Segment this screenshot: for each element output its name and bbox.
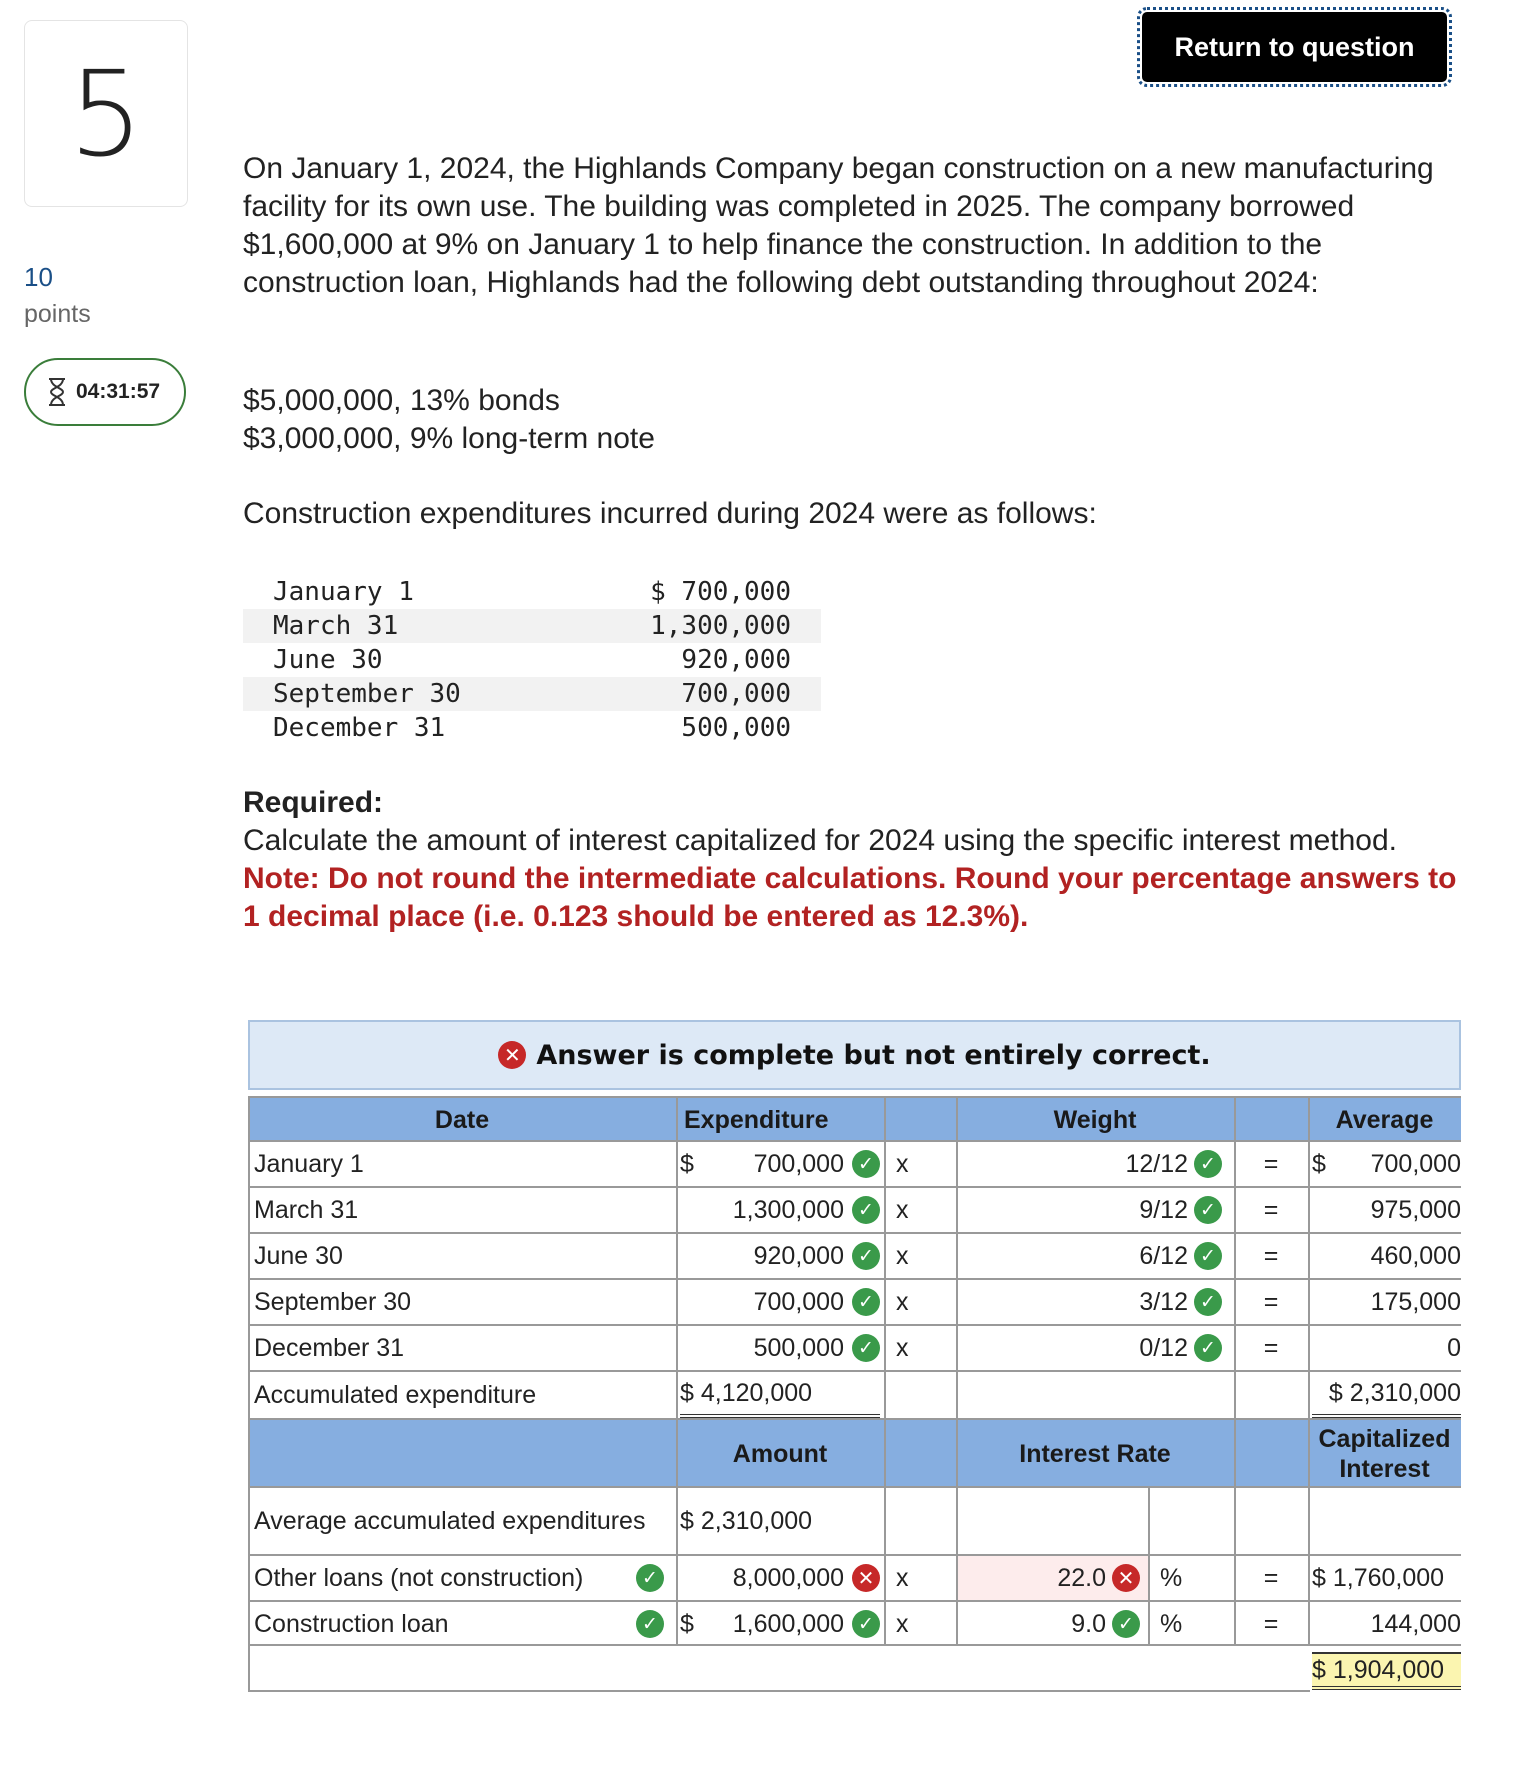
exp-amount: 500,000 xyxy=(681,713,791,743)
table-row xyxy=(243,643,821,677)
required-label: Required: xyxy=(243,786,384,819)
table-row xyxy=(243,677,821,711)
check-icon: ✓ xyxy=(1194,1150,1222,1178)
exp-date: March 31 xyxy=(243,609,562,643)
dollar-sign xyxy=(680,1280,700,1324)
expenditure-value: 1,300,000 xyxy=(732,1195,844,1224)
header2-blank xyxy=(884,1420,956,1488)
expenditure-value: 700,000 xyxy=(753,1287,844,1316)
rounding-note: Note: Do not round the intermediate calculations. Round your percentage answers to 1 decimal place (i.e. 0.123 should be entered as 12.3%). xyxy=(243,862,1457,933)
incorrect-icon: ✕ xyxy=(1112,1564,1140,1592)
table-row xyxy=(243,711,821,745)
row-average: 460,000 xyxy=(1370,1241,1461,1270)
table-row xyxy=(243,609,821,643)
required-section xyxy=(243,784,1458,936)
exp-date: June 30 xyxy=(273,645,383,675)
other-loans-check xyxy=(636,1556,672,1600)
dollar-sign: $ xyxy=(680,1149,694,1178)
answer-grid xyxy=(248,1020,1463,1690)
incorrect-icon: ✕ xyxy=(852,1564,880,1592)
percent-sign: % xyxy=(1160,1609,1183,1638)
header-amount: Amount xyxy=(676,1420,884,1488)
avg-accum-amount: $ 2,310,000 xyxy=(680,1506,813,1535)
dollar-sign xyxy=(1312,1280,1332,1324)
times-sign: x xyxy=(896,1287,909,1316)
grid-line xyxy=(248,1690,1310,1692)
expenditures-intro: Construction expenditures incurred during 2024 were as follows: xyxy=(243,497,1097,530)
grid-line xyxy=(248,1324,1461,1326)
row-average: 175,000 xyxy=(1370,1287,1461,1316)
accumulated-expenditure: $ 4,120,000 xyxy=(680,1372,880,1418)
header-blank xyxy=(1234,1098,1308,1142)
exp-amount: 1,300,000 xyxy=(562,609,821,643)
accumulated-average: $ 2,310,000 xyxy=(1312,1372,1461,1418)
expenditure-value: 920,000 xyxy=(753,1241,844,1270)
times-sign: x xyxy=(896,1333,909,1362)
grid-line xyxy=(248,1186,1461,1188)
weight-value: 0/12 xyxy=(1139,1333,1188,1362)
return-to-question-button[interactable]: Return to question xyxy=(1142,12,1447,82)
equals-sign: = xyxy=(1263,1241,1279,1270)
header2-blank xyxy=(1234,1420,1308,1488)
header2-blank xyxy=(248,1420,676,1488)
header-expenditure: Expenditure xyxy=(676,1098,884,1142)
dollar-sign xyxy=(1312,1326,1332,1370)
grid-line xyxy=(248,1232,1461,1234)
equals-sign: = xyxy=(1263,1149,1279,1178)
dollar-sign xyxy=(680,1188,700,1232)
construction-loan-label: Construction loan xyxy=(254,1609,449,1638)
times-sign: x xyxy=(896,1195,909,1224)
weight-input[interactable] xyxy=(960,1280,1230,1324)
expenditure-input[interactable] xyxy=(700,1326,880,1370)
grid-line xyxy=(248,1140,1461,1142)
exp-amount: 700,000 xyxy=(562,677,821,711)
total-capitalized-interest: $ 1,904,000 xyxy=(1312,1652,1461,1690)
equals-sign: = xyxy=(1263,1609,1279,1638)
times-sign: x xyxy=(896,1609,909,1638)
debt-item: $5,000,000, 13% bonds xyxy=(243,384,560,417)
other-loans-amount-input[interactable] xyxy=(680,1556,880,1600)
weight-input[interactable] xyxy=(960,1142,1230,1186)
required-text: Calculate the amount of interest capitalized for 2024 using the specific interest method. xyxy=(243,824,1397,857)
table-row xyxy=(243,575,821,609)
check-icon: ✓ xyxy=(1194,1196,1222,1224)
expenditure-input[interactable] xyxy=(700,1188,880,1232)
grid-line xyxy=(248,1096,1461,1098)
header-interest-rate: Interest Rate xyxy=(956,1420,1234,1488)
expenditure-input[interactable] xyxy=(700,1142,880,1186)
header-blank xyxy=(884,1098,956,1142)
weight-value: 12/12 xyxy=(1125,1149,1188,1178)
row-average: 700,000 xyxy=(1370,1149,1461,1178)
exp-amount: 920,000 xyxy=(681,645,791,675)
construction-loan-rate-input[interactable] xyxy=(958,1602,1148,1646)
times-sign: x xyxy=(896,1241,909,1270)
dollar-sign xyxy=(680,1326,700,1370)
question-intro: On January 1, 2024, the Highlands Company began construction on a new manufacturing facility for its own use. The building was completed in 2025. The company borrowed $1,600,000 at 9% on January 1 to help finance the construction. In addition to the construction loan, Highlands had the following debt outstanding throughout 2024: xyxy=(243,152,1434,299)
check-icon: ✓ xyxy=(852,1288,880,1316)
debt-item: $3,000,000, 9% long-term note xyxy=(243,422,655,455)
construction-loan-capitalized: 144,000 xyxy=(1370,1609,1461,1638)
points-value: 10 xyxy=(24,262,53,292)
expenditure-value: 700,000 xyxy=(753,1149,844,1178)
expenditure-input[interactable] xyxy=(700,1234,880,1278)
expenditures-table xyxy=(243,575,821,745)
construction-loan-amount: 1,600,000 xyxy=(732,1609,844,1638)
other-loans-rate: 22.0 xyxy=(1057,1563,1106,1592)
dollar-sign: $ xyxy=(680,1609,694,1638)
exp-date: January 1 xyxy=(273,577,414,607)
check-icon: ✓ xyxy=(1194,1242,1222,1270)
equals-sign: = xyxy=(1263,1287,1279,1316)
check-icon: ✓ xyxy=(852,1242,880,1270)
grid-line xyxy=(248,1370,1461,1372)
avg-accum-label: Average accumulated expenditures xyxy=(254,1507,646,1535)
exp-date: December 31 xyxy=(273,713,446,743)
expenditure-input[interactable] xyxy=(700,1280,880,1324)
construction-loan-amount-input[interactable] xyxy=(700,1602,880,1646)
times-sign: x xyxy=(896,1149,909,1178)
weight-value: 6/12 xyxy=(1139,1241,1188,1270)
check-icon: ✓ xyxy=(1194,1334,1222,1362)
expenditure-value: 500,000 xyxy=(753,1333,844,1362)
header-weight: Weight xyxy=(956,1098,1234,1142)
grid-line xyxy=(248,1644,1461,1646)
dollar-sign: $ xyxy=(1312,1149,1326,1178)
exp-date: September 30 xyxy=(243,677,562,711)
weight-input[interactable] xyxy=(960,1234,1230,1278)
row-date: March 31 xyxy=(254,1195,359,1224)
other-loans-label: Other loans (not construction) xyxy=(254,1563,584,1592)
grid-line xyxy=(248,1600,1461,1602)
row-date: December 31 xyxy=(254,1333,405,1362)
check-icon: ✓ xyxy=(1194,1288,1222,1316)
other-loans-amount: 8,000,000 xyxy=(732,1563,844,1592)
row-average: 975,000 xyxy=(1370,1195,1461,1224)
debt-list xyxy=(243,382,655,458)
points-label: points xyxy=(24,300,91,328)
check-icon: ✓ xyxy=(1112,1610,1140,1638)
check-icon: ✓ xyxy=(852,1150,880,1178)
check-icon: ✓ xyxy=(852,1610,880,1638)
incorrect-icon: ✕ xyxy=(498,1041,526,1069)
construction-loan-check xyxy=(636,1602,672,1646)
check-icon: ✓ xyxy=(636,1610,664,1638)
weight-input[interactable] xyxy=(960,1188,1230,1232)
grid-line xyxy=(248,1486,1461,1488)
check-icon: ✓ xyxy=(636,1564,664,1592)
check-icon: ✓ xyxy=(852,1196,880,1224)
answer-status-banner xyxy=(248,1020,1461,1090)
row-date: June 30 xyxy=(254,1241,343,1270)
other-loans-rate-input[interactable] xyxy=(958,1556,1148,1600)
accumulated-label: Accumulated expenditure xyxy=(254,1380,537,1409)
times-sign: x xyxy=(896,1563,909,1592)
weight-value: 9/12 xyxy=(1139,1195,1188,1224)
grid-line xyxy=(248,1418,1461,1420)
row-average: 0 xyxy=(1447,1333,1461,1362)
weight-value: 3/12 xyxy=(1139,1287,1188,1316)
exp-amount: $ 700,000 xyxy=(650,577,791,607)
dollar-sign xyxy=(680,1234,700,1278)
answer-status-text: Answer is complete but not entirely correct. xyxy=(536,1039,1211,1071)
timer-value: 04:31:57 xyxy=(76,380,161,403)
equals-sign: = xyxy=(1263,1333,1279,1362)
construction-loan-rate: 9.0 xyxy=(1071,1609,1106,1638)
row-date: January 1 xyxy=(254,1149,364,1178)
header-date: Date xyxy=(248,1098,676,1142)
equals-sign: = xyxy=(1263,1195,1279,1224)
weight-input[interactable] xyxy=(960,1326,1230,1370)
header-average: Average xyxy=(1308,1098,1461,1142)
percent-sign: % xyxy=(1160,1563,1183,1592)
question-number: 5 xyxy=(24,20,188,207)
grid-line xyxy=(248,1278,1461,1280)
dollar-sign xyxy=(1312,1234,1332,1278)
check-icon: ✓ xyxy=(852,1334,880,1362)
header-capitalized-interest: Capitalized Interest xyxy=(1308,1420,1461,1488)
timer xyxy=(24,358,186,426)
equals-sign: = xyxy=(1263,1563,1279,1592)
row-date: September 30 xyxy=(254,1287,412,1316)
grid-line xyxy=(1148,1488,1150,1644)
other-loans-capitalized: $ 1,760,000 xyxy=(1312,1563,1445,1592)
grid-line xyxy=(248,1554,1461,1556)
dollar-sign xyxy=(1312,1188,1332,1232)
hourglass-icon xyxy=(46,377,68,407)
